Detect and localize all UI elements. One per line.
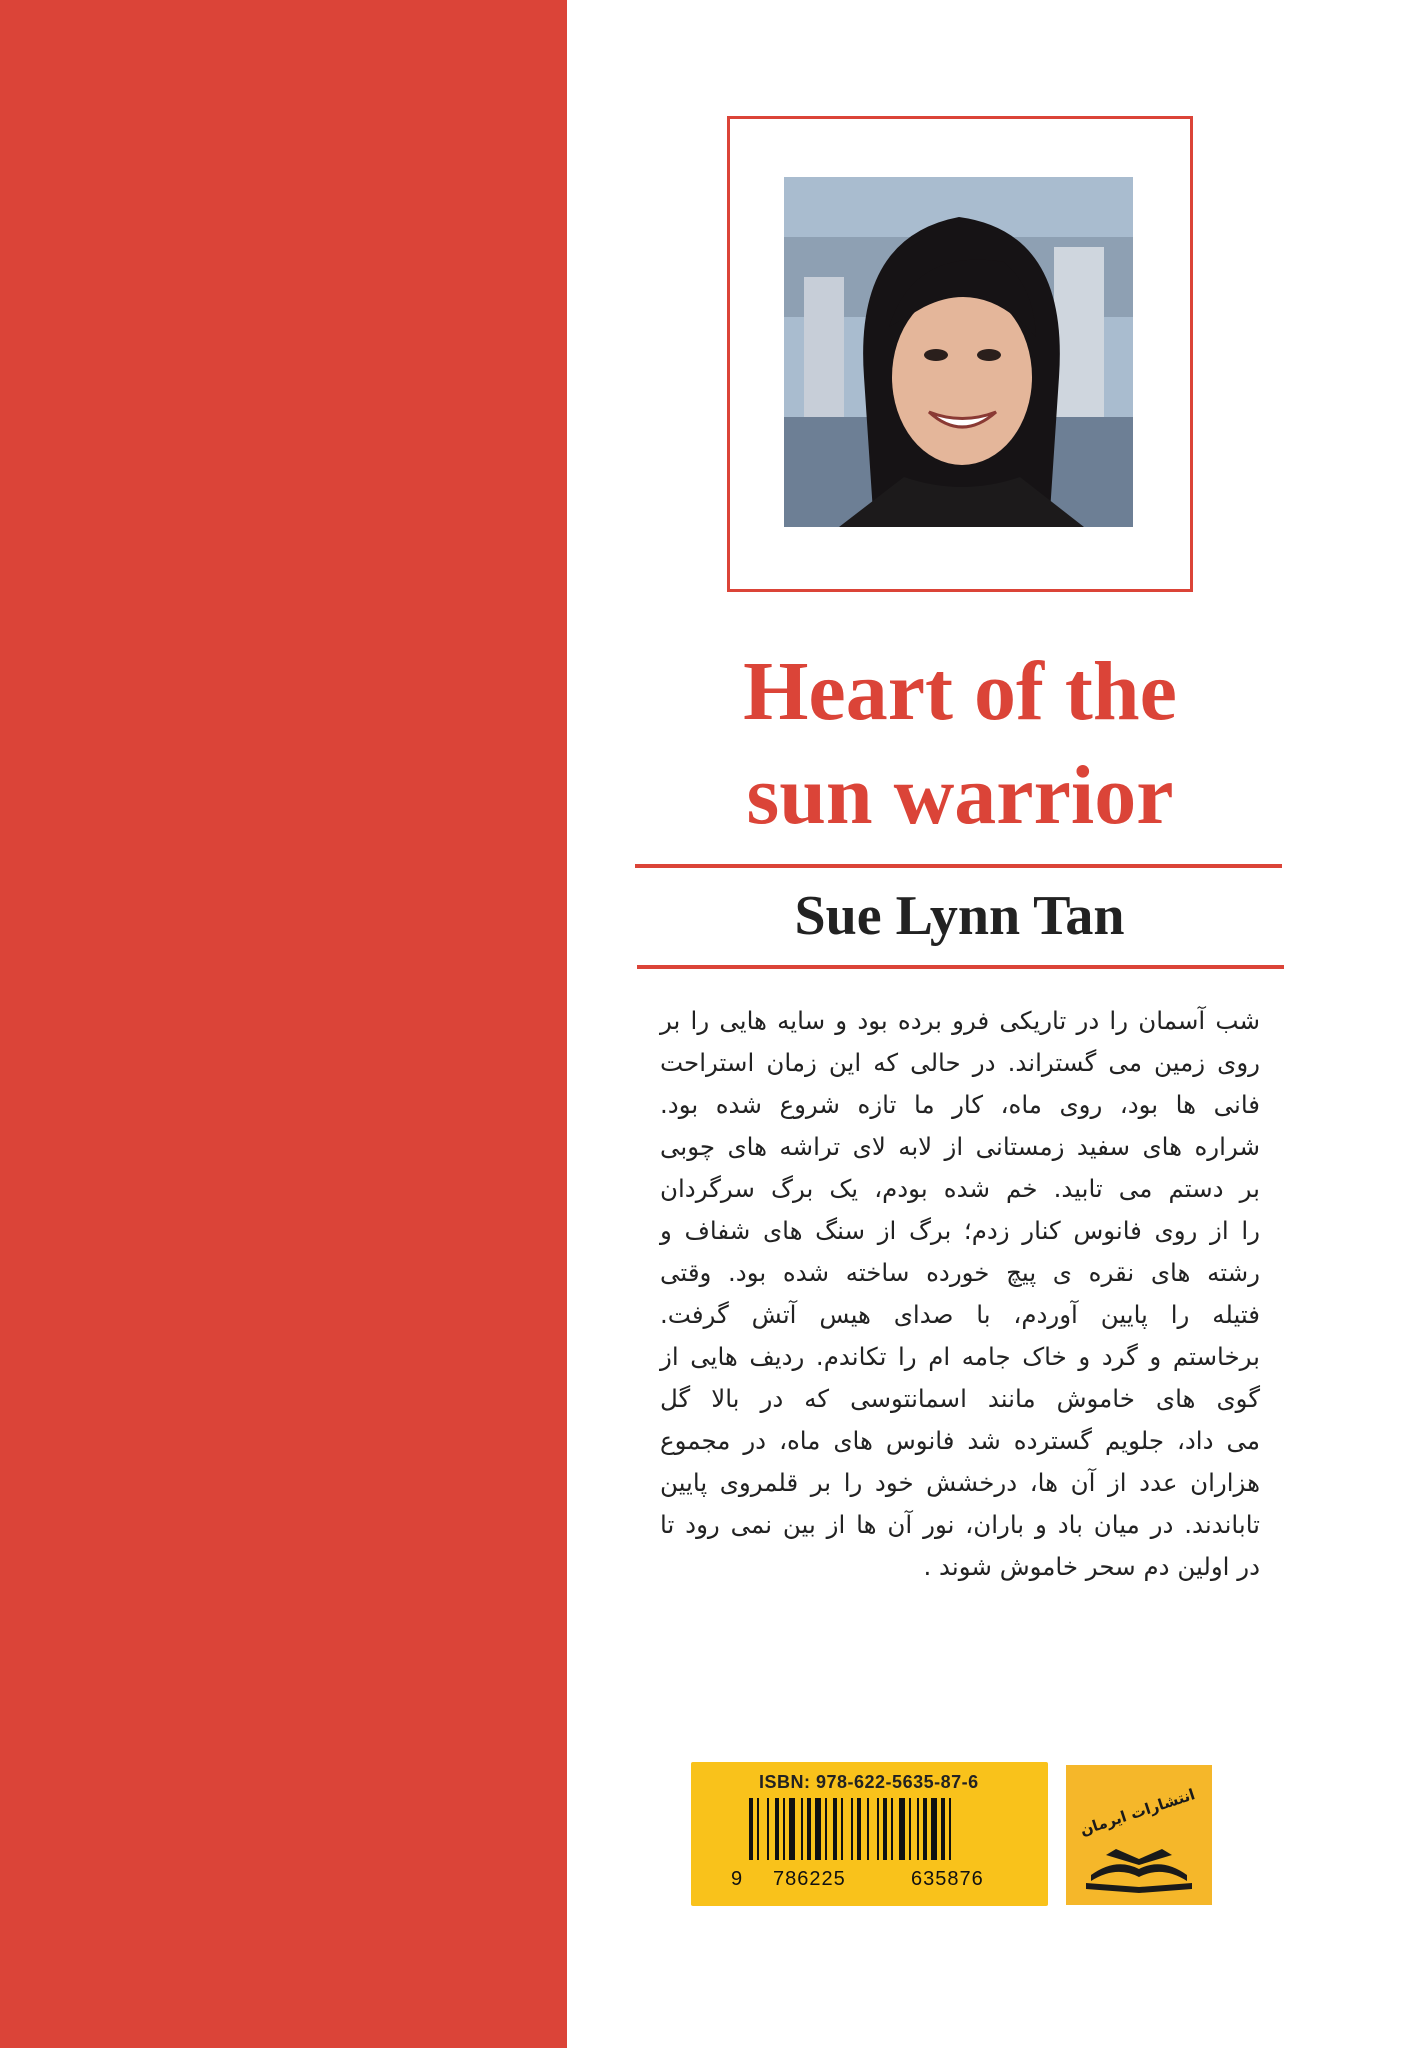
blurb-text (660, 1000, 1260, 1588)
blurb-line: شراره های سفید زمستانی از لابه لای تراشه های چوبی (660, 1132, 1260, 1161)
publisher-logo (1066, 1765, 1212, 1905)
isbn-label: ISBN: 978-622-5635-87-6 (759, 1772, 979, 1792)
divider-top (635, 864, 1282, 868)
author-name: Sue Lynn Tan (794, 885, 1125, 947)
title-line-2: sun warrior (746, 749, 1174, 842)
book-title (640, 640, 1280, 848)
author-photo-frame (727, 116, 1193, 592)
barcode-digit-first: 9 (731, 1868, 743, 1890)
publisher-logo-text: انتشارات ایرمان (1077, 1785, 1198, 1840)
blurb-line: هزاران عدد از آن ها، درخشش خود را بر قلمروی پایین (660, 1468, 1260, 1497)
blurb-line: را از روی فانوس کنار زدم؛ برگ از سنگ های شفاف و (660, 1216, 1260, 1245)
blurb-line: می داد، جلویم گسترده شد فانوس های ماه، در مجموع (660, 1426, 1260, 1455)
barcode (731, 1798, 1011, 1894)
blurb-line: شب آسمان را در تاریکی فرو برده بود و سایه هایی را بر (660, 1006, 1260, 1035)
isbn-block (691, 1762, 1048, 1906)
blurb-line: رشته های نقره ی پیچ خورده ساخته شده بود. وقتی (660, 1258, 1260, 1287)
blurb-line: فانی ها بود، روی ماه، کار ما تازه شروع شده بود. (660, 1090, 1260, 1119)
blurb-line: گوی های خاموش مانند اسمانتوسی که در بالا گل (660, 1384, 1260, 1413)
blurb-line: بر دستم می تابید. خم شده بودم، یک برگ سرگردان (660, 1174, 1260, 1203)
barcode-digits-left: 786225 (773, 1868, 846, 1890)
author-photo (784, 177, 1133, 527)
title-line-1: Heart of the (743, 645, 1177, 738)
blurb-line: فتیله را پایین آوردم، با صدای هیس آتش گرفت. (660, 1300, 1260, 1329)
blurb-line: تاباندند. در میان باد و باران، نور آن ها از بین نمی رود تا (660, 1510, 1260, 1539)
divider-bottom (637, 965, 1284, 969)
blurb-line: برخاستم و گرد و خاک جامه ام را تکاندم. ردیف هایی از (660, 1342, 1260, 1371)
blurb-line: روی زمین می گستراند. در حالی که این زمان استراحت (660, 1048, 1260, 1077)
blurb-line: در اولین دم سحر خاموش شوند . (923, 1552, 1260, 1581)
book-icon (1066, 1765, 1212, 1905)
barcode-digits-right: 635876 (911, 1868, 984, 1890)
spine-panel (0, 0, 567, 2048)
